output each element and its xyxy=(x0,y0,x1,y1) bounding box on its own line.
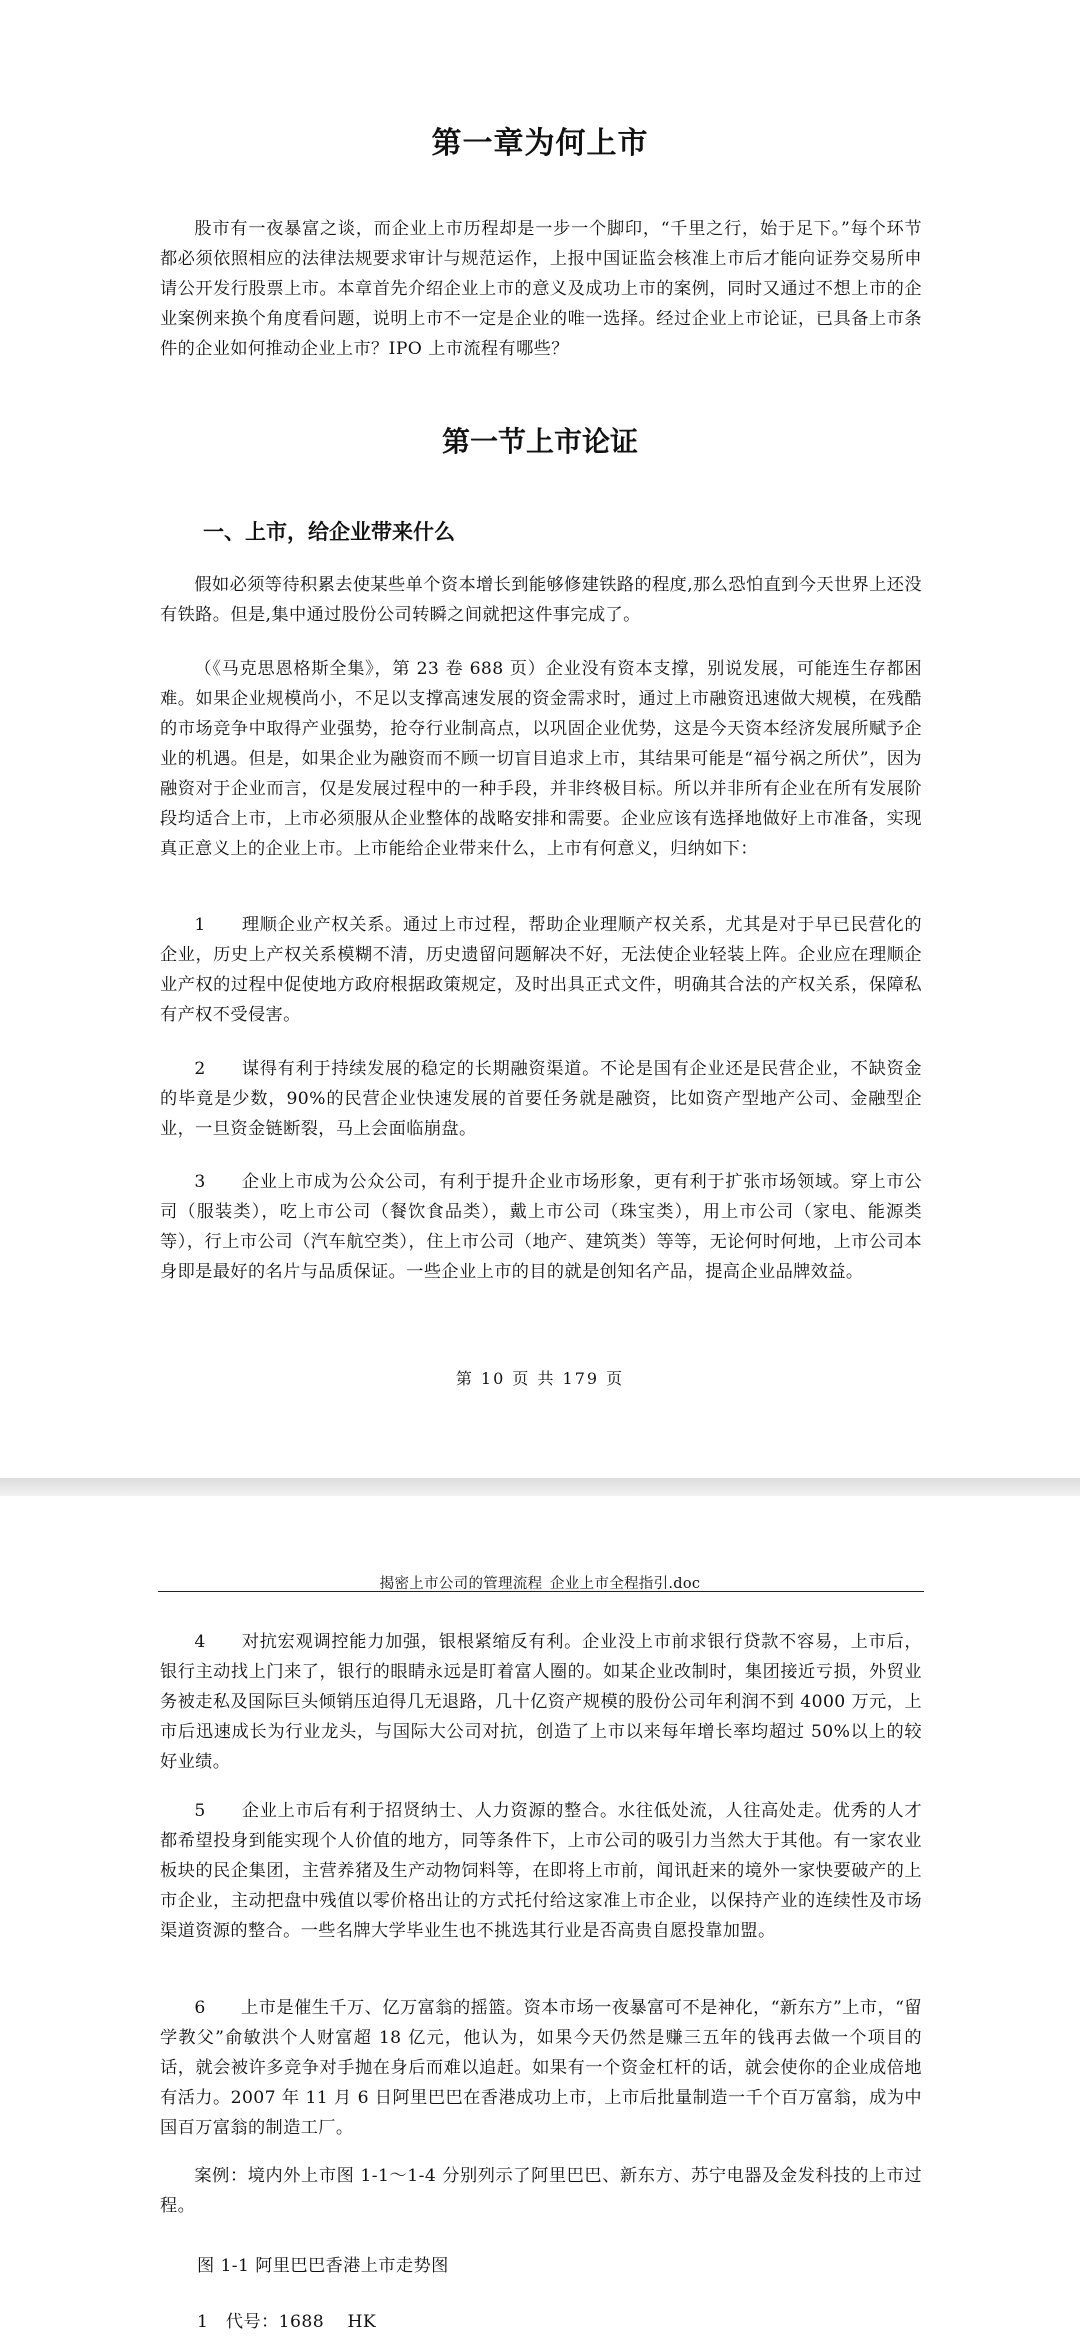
case-block xyxy=(160,2161,922,2221)
item-1-block xyxy=(160,910,922,1030)
figure-caption: 图 1-1 阿里巴巴香港上市走势图 xyxy=(197,2256,449,2276)
page-footer: 第 10 页 共 179 页 xyxy=(455,1369,625,1388)
intro-paragraph: 股市有一夜暴富之谈，而企业上市历程却是一步一个脚印，“千里之行，始于足下。”每个环节都必须依照相应的法律法规要求审计与规范运作，上报中国证监会核准上市后才能向证券交易所申请公开发行股票上市。本章首先介绍企业上市的意义及成功上市的案例，同时又通过不想上市的企业案例来换个角度看问题，说明上市不一定是企业的唯一选择。经过企业上市论证，已具备上市条件的企业如何推动企业上市？IPO 上市流程有哪些？ xyxy=(160,219,922,359)
list-item-2: 2 谋得有利于持续发展的稳定的长期融资渠道。不论是国有企业还是民营企业，不缺资金的毕竟是少数，90%的民营企业快速发展的首要任务就是融资，比如资产型地产公司、金融型企业，一旦资金链断裂，马上会面临崩盘。 xyxy=(160,1059,922,1139)
item-2-block xyxy=(160,1054,922,1144)
chapter-title: 第一章为何上市 xyxy=(431,126,649,161)
page-separator xyxy=(0,1478,1080,1496)
subsection-title: 一、上市，给企业带来什么 xyxy=(203,520,455,544)
item-3-block xyxy=(160,1167,922,1287)
list-item-4: 4 对抗宏观调控能力加强，银根紧缩反有利。企业没上市前求银行贷款不容易，上市后，银行主动找上门来了，银行的眼睛永远是盯着富人圈的。如某企业改制时，集团接近亏损，外贸业务被走私及国际巨头倾销压迫得几无退路，几十亿资产规模的股份公司年利润不到 4000 万元，上市后迅速成长为行业龙头，与国际大公司对抗，创造了上市以来每年增长率均超过 50%以上的较好业绩。 xyxy=(160,1632,922,1772)
header-divider xyxy=(158,1591,924,1592)
list-item-1: 1 理顺企业产权关系。通过上市过程，帮助企业理顺产权关系，尤其是对于早已民营化的企业，历史上产权关系模糊不清，历史遗留问题解决不好，无法使企业轻装上阵。企业应在理顺企业产权的过程中促使地方政府根据政策规定，及时出具正式文件，明确其合法的产权关系，保障私有产权不受侵害。 xyxy=(160,915,922,1025)
page-header: 揭密上市公司的管理流程_企业上市全程指引.doc xyxy=(379,1576,701,1592)
marx-quote-block xyxy=(160,570,922,630)
list-item-5: 5 企业上市后有利于招贤纳士、人力资源的整合。水往低处流，人往高处走。优秀的人才都希望投身到能实现个人价值的地方，同等条件下，上市公司的吸引力当然大于其他。有一家农业板块的民企集团，主营养猪及生产动物饲料等，在即将上市前，闻讯赶来的境外一家快要破产的上市企业，主动把盘中残值以零价格出让的方式托付给这家准上市企业，以保持产业的连续性及市场渠道资源的整合。一些名牌大学毕业生也不挑选其行业是否高贵自愿投靠加盟。 xyxy=(160,1801,922,1941)
item-6-block xyxy=(160,1993,922,2143)
section-title: 第一节上市论证 xyxy=(441,425,638,458)
intro-block xyxy=(160,214,922,364)
list-item-6: 6 上市是催生千万、亿万富翁的摇篮。资本市场一夜暴富可不是神化，“新东方”上市，“留学教父”俞敏洪个人财富超 18 亿元，他认为，如果今天仍然是赚三五年的钱再去做一个项目的话，就会被许多竞争对手抛在身后而难以追赶。如果有一个资金杠杆的话，就会使你的企业成倍地有活力。2007 年 11 月 6 日阿里巴巴在香港成功上市，上市后批量制造一千个百万富翁，成为中国百万富翁的制造工厂。 xyxy=(160,1998,922,2138)
marx-quote-paragraph: 假如必须等待积累去使某些单个资本增长到能够修建铁路的程度,那么恐怕直到今天世界上还没有铁路。但是,集中通过股份公司转瞬之间就把这件事完成了。 xyxy=(160,575,922,625)
item-5-block xyxy=(160,1796,922,1946)
source-paragraph: （《马克思恩格斯全集》，第 23 卷 688 页）企业没有资本支撑，别说发展，可能连生存都困难。如果企业规模尚小，不足以支撑高速发展的资金需求时，通过上市融资迅速做大规模，在残酷的市场竞争中取得产业强势，抢夺行业制高点，以巩固企业优势，这是今天资本经济发展所赋予企业的机遇。但是，如果企业为融资而不顾一切盲目追求上市，其结果可能是“福兮祸之所伏”，因为融资对于企业而言，仅是发展过程中的一种手段，并非终极目标。所以并非所有企业在所有发展阶段均适合上市，上市必须服从企业整体的战略安排和需要。企业应该有选择地做好上市准备，实现真正意义上的企业上市。上市能给企业带来什么，上市有何意义，归纳如下： xyxy=(160,659,922,859)
source-block xyxy=(160,654,922,864)
list-item-3: 3 企业上市成为公众公司，有利于提升企业市场形象，更有利于扩张市场领域。穿上市公司（服装类），吃上市公司（餐饮食品类），戴上市公司（珠宝类），用上市公司（家电、能源类等），行上市公司（汽车航空类），住上市公司（地产、建筑类）等等，无论何时何地，上市公司本身即是最好的名片与品质保证。一些企业上市的目的就是创知名产品，提高企业品牌效益。 xyxy=(160,1172,922,1282)
case-paragraph: 案例：境内外上市图 1-1～1-4 分别列示了阿里巴巴、新东方、苏宁电器及金发科技的上市过程。 xyxy=(160,2166,922,2216)
stock-code-line: 1 代号：1688 HK xyxy=(197,2312,377,2332)
item-4-block xyxy=(160,1627,922,1777)
